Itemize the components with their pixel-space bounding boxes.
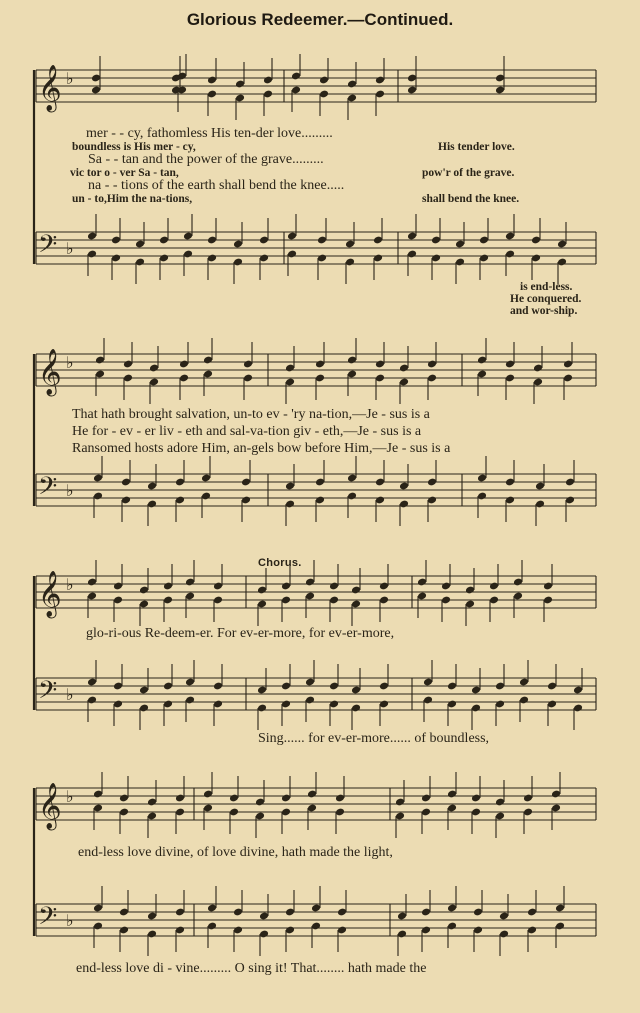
chorus-label: Chorus. — [258, 557, 302, 569]
bass-lyric: is end-less. — [520, 281, 573, 293]
lyric-line: That hath brought salvation, un-to ev - 'ry na-tion,—Je - sus is a — [72, 407, 430, 422]
bass-clef: 𝄢 — [38, 472, 58, 507]
flat-sign: ♭ — [66, 575, 74, 594]
treble-clef: 𝄞 — [38, 65, 62, 111]
flat-sign: ♭ — [66, 787, 74, 806]
lyric-line: Sing...... for ev-er-more...... of boundless, — [258, 731, 490, 746]
treble-clef: 𝄞 — [38, 349, 62, 395]
bass-lyric: He conquered. — [510, 293, 582, 305]
lyric-line: vic tor o - ver Sa - tan, — [70, 167, 179, 179]
bass-clef: 𝄢 — [38, 902, 58, 937]
flat-sign: ♭ — [66, 239, 74, 258]
treble-clef: 𝄞 — [38, 783, 62, 829]
page-title: Glorious Redeemer.—Continued. — [186, 10, 454, 29]
lyric-line: shall bend the knee. — [422, 193, 520, 205]
lyric-line: mer - - cy, fathomless His ten-der love......... — [86, 126, 333, 141]
lyric-line: glo-ri-ous Re-deem-er. For ev-er-more, for ev-er-more, — [86, 626, 395, 641]
lyric-line: end-less love di - vine......... O sing it! That........ hath made the — [76, 961, 427, 976]
flat-sign: ♭ — [66, 69, 74, 88]
lyric-line: pow'r of the grave. — [422, 167, 515, 179]
lyric-line: na - - tions of the earth shall bend the knee..... — [88, 178, 345, 193]
lyric-line: boundless is His mer - cy, — [72, 141, 196, 153]
lyric-line: His tender love. — [438, 141, 515, 153]
flat-sign: ♭ — [66, 911, 74, 930]
lyric-line: un - to,Him the na-tions, — [72, 193, 193, 205]
bass-clef: 𝄢 — [38, 230, 58, 265]
lyric-line: Sa - - tan and the power of the grave......... — [88, 152, 324, 167]
flat-sign: ♭ — [66, 481, 74, 500]
bass-clef: 𝄢 — [38, 676, 58, 711]
treble-clef: 𝄞 — [38, 571, 62, 617]
lyric-line: He for - ev - er liv - eth and sal-va-tion giv - eth,—Je - sus is a — [72, 424, 422, 439]
flat-sign: ♭ — [66, 353, 74, 372]
flat-sign: ♭ — [66, 685, 74, 704]
bass-lyric: and wor-ship. — [510, 305, 578, 317]
lyric-line: end-less love divine, of love divine, hath made the light, — [78, 845, 393, 860]
lyric-line: Ransomed hosts adore Him, an-gels bow before Him,—Je - sus is a — [72, 441, 451, 456]
